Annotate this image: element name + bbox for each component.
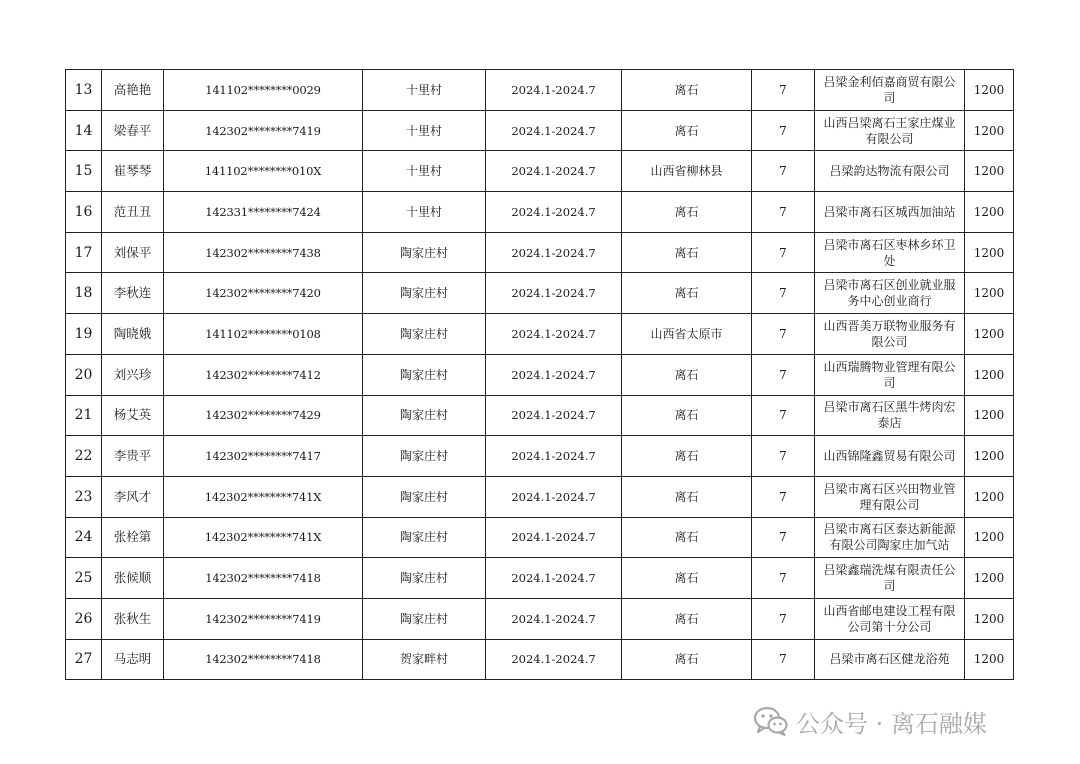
months-cell: 7 xyxy=(752,395,815,436)
row-number: 26 xyxy=(66,598,102,639)
amount-cell: 1200 xyxy=(965,151,1014,192)
work-location-cell: 山西省太原市 xyxy=(622,314,752,355)
period-cell: 2024.1-2024.7 xyxy=(486,232,622,273)
id-number-cell: 141102********010X xyxy=(164,151,363,192)
work-location-cell: 离石 xyxy=(622,436,752,477)
employer-cell: 山西晋美万联物业服务有限公司 xyxy=(815,314,965,355)
name-cell: 刘兴珍 xyxy=(102,354,164,395)
id-number-cell: 142302********7420 xyxy=(164,273,363,314)
name-cell: 张栓第 xyxy=(102,517,164,558)
name-cell: 崔琴琴 xyxy=(102,151,164,192)
row-number: 23 xyxy=(66,476,102,517)
period-cell: 2024.1-2024.7 xyxy=(486,476,622,517)
amount-cell: 1200 xyxy=(965,476,1014,517)
id-number-cell: 142302********741X xyxy=(164,517,363,558)
id-number-cell: 142302********7429 xyxy=(164,395,363,436)
period-cell: 2024.1-2024.7 xyxy=(486,354,622,395)
work-location-cell: 离石 xyxy=(622,558,752,599)
amount-cell: 1200 xyxy=(965,273,1014,314)
row-number: 13 xyxy=(66,70,102,111)
id-number-cell: 142302********7418 xyxy=(164,639,363,680)
row-number: 17 xyxy=(66,232,102,273)
period-cell: 2024.1-2024.7 xyxy=(486,558,622,599)
period-cell: 2024.1-2024.7 xyxy=(486,598,622,639)
table-row xyxy=(66,354,1014,395)
id-number-cell: 142331********7424 xyxy=(164,192,363,233)
months-cell: 7 xyxy=(752,70,815,111)
employer-cell: 吕梁市离石区枣林乡环卫处 xyxy=(815,232,965,273)
village-cell: 陶家庄村 xyxy=(363,598,486,639)
amount-cell: 1200 xyxy=(965,598,1014,639)
employer-cell: 吕梁市离石区泰达新能源有限公司陶家庄加气站 xyxy=(815,517,965,558)
row-number: 16 xyxy=(66,192,102,233)
row-number: 15 xyxy=(66,151,102,192)
watermark-text: 公众号 · 离石融媒 xyxy=(796,709,987,738)
village-cell: 十里村 xyxy=(363,110,486,151)
table-row xyxy=(66,192,1014,233)
village-cell: 陶家庄村 xyxy=(363,476,486,517)
period-cell: 2024.1-2024.7 xyxy=(486,395,622,436)
id-number-cell: 142302********7412 xyxy=(164,354,363,395)
employer-cell: 山西吕梁离石王家庄煤业有限公司 xyxy=(815,110,965,151)
employer-cell: 吕梁市离石区黑牛烤肉宏泰店 xyxy=(815,395,965,436)
employer-cell: 山西锦隆鑫贸易有限公司 xyxy=(815,436,965,477)
name-cell: 李秋连 xyxy=(102,273,164,314)
roster-table xyxy=(65,69,1014,680)
months-cell: 7 xyxy=(752,151,815,192)
employer-cell: 山西省邮电建设工程有限公司第十分公司 xyxy=(815,598,965,639)
months-cell: 7 xyxy=(752,354,815,395)
months-cell: 7 xyxy=(752,598,815,639)
work-location-cell: 离石 xyxy=(622,110,752,151)
employer-cell: 吕梁市离石区健龙浴苑 xyxy=(815,639,965,680)
id-number-cell: 142302********7418 xyxy=(164,558,363,599)
amount-cell: 1200 xyxy=(965,395,1014,436)
months-cell: 7 xyxy=(752,110,815,151)
months-cell: 7 xyxy=(752,558,815,599)
roster-body xyxy=(66,70,1014,680)
months-cell: 7 xyxy=(752,436,815,477)
work-location-cell: 离石 xyxy=(622,395,752,436)
work-location-cell: 山西省柳林县 xyxy=(622,151,752,192)
work-location-cell: 离石 xyxy=(622,639,752,680)
village-cell: 陶家庄村 xyxy=(363,314,486,355)
period-cell: 2024.1-2024.7 xyxy=(486,314,622,355)
name-cell: 张候顺 xyxy=(102,558,164,599)
roster-sheet xyxy=(65,69,1013,680)
table-row xyxy=(66,395,1014,436)
row-number: 24 xyxy=(66,517,102,558)
months-cell: 7 xyxy=(752,273,815,314)
amount-cell: 1200 xyxy=(965,517,1014,558)
work-location-cell: 离石 xyxy=(622,517,752,558)
work-location-cell: 离石 xyxy=(622,232,752,273)
amount-cell: 1200 xyxy=(965,436,1014,477)
id-number-cell: 142302********7417 xyxy=(164,436,363,477)
employer-cell: 吕梁市离石区兴田物业管理有限公司 xyxy=(815,476,965,517)
row-number: 19 xyxy=(66,314,102,355)
table-row xyxy=(66,558,1014,599)
employer-cell: 吕梁韵达物流有限公司 xyxy=(815,151,965,192)
period-cell: 2024.1-2024.7 xyxy=(486,110,622,151)
row-number: 14 xyxy=(66,110,102,151)
table-row xyxy=(66,314,1014,355)
name-cell: 马志明 xyxy=(102,639,164,680)
village-cell: 陶家庄村 xyxy=(363,395,486,436)
employer-cell: 吕梁鑫瑞洗煤有限责任公司 xyxy=(815,558,965,599)
amount-cell: 1200 xyxy=(965,110,1014,151)
village-cell: 十里村 xyxy=(363,192,486,233)
period-cell: 2024.1-2024.7 xyxy=(486,273,622,314)
village-cell: 陶家庄村 xyxy=(363,436,486,477)
period-cell: 2024.1-2024.7 xyxy=(486,639,622,680)
table-row xyxy=(66,273,1014,314)
work-location-cell: 离石 xyxy=(622,354,752,395)
name-cell: 李贵平 xyxy=(102,436,164,477)
table-row xyxy=(66,151,1014,192)
work-location-cell: 离石 xyxy=(622,192,752,233)
id-number-cell: 141102********0108 xyxy=(164,314,363,355)
work-location-cell: 离石 xyxy=(622,476,752,517)
row-number: 27 xyxy=(66,639,102,680)
table-row xyxy=(66,476,1014,517)
employer-cell: 山西瑞腾物业管理有限公司 xyxy=(815,354,965,395)
months-cell: 7 xyxy=(752,639,815,680)
village-cell: 十里村 xyxy=(363,70,486,111)
amount-cell: 1200 xyxy=(965,639,1014,680)
village-cell: 陶家庄村 xyxy=(363,517,486,558)
table-row xyxy=(66,639,1014,680)
village-cell: 陶家庄村 xyxy=(363,558,486,599)
work-location-cell: 离石 xyxy=(622,598,752,639)
wechat-icon xyxy=(754,706,788,736)
amount-cell: 1200 xyxy=(965,314,1014,355)
name-cell: 李风才 xyxy=(102,476,164,517)
period-cell: 2024.1-2024.7 xyxy=(486,70,622,111)
months-cell: 7 xyxy=(752,517,815,558)
amount-cell: 1200 xyxy=(965,192,1014,233)
table-row xyxy=(66,598,1014,639)
period-cell: 2024.1-2024.7 xyxy=(486,517,622,558)
table-row xyxy=(66,70,1014,111)
id-number-cell: 142302********7438 xyxy=(164,232,363,273)
village-cell: 陶家庄村 xyxy=(363,232,486,273)
table-row xyxy=(66,436,1014,477)
id-number-cell: 141102********0029 xyxy=(164,70,363,111)
work-location-cell: 离石 xyxy=(622,70,752,111)
amount-cell: 1200 xyxy=(965,354,1014,395)
work-location-cell: 离石 xyxy=(622,273,752,314)
row-number: 25 xyxy=(66,558,102,599)
amount-cell: 1200 xyxy=(965,232,1014,273)
period-cell: 2024.1-2024.7 xyxy=(486,151,622,192)
row-number: 21 xyxy=(66,395,102,436)
months-cell: 7 xyxy=(752,314,815,355)
id-number-cell: 142302********741X xyxy=(164,476,363,517)
name-cell: 刘保平 xyxy=(102,232,164,273)
watermark xyxy=(754,703,987,739)
months-cell: 7 xyxy=(752,232,815,273)
table-row xyxy=(66,110,1014,151)
period-cell: 2024.1-2024.7 xyxy=(486,436,622,477)
months-cell: 7 xyxy=(752,476,815,517)
employer-cell: 吕梁市离石区城西加油站 xyxy=(815,192,965,233)
name-cell: 范丑丑 xyxy=(102,192,164,233)
employer-cell: 吕梁金利佰嘉商贸有限公司 xyxy=(815,70,965,111)
village-cell: 十里村 xyxy=(363,151,486,192)
amount-cell: 1200 xyxy=(965,558,1014,599)
row-number: 22 xyxy=(66,436,102,477)
name-cell: 高艳艳 xyxy=(102,70,164,111)
table-row xyxy=(66,232,1014,273)
months-cell: 7 xyxy=(752,192,815,233)
row-number: 20 xyxy=(66,354,102,395)
employer-cell: 吕梁市离石区创业就业服务中心创业商行 xyxy=(815,273,965,314)
id-number-cell: 142302********7419 xyxy=(164,598,363,639)
row-number: 18 xyxy=(66,273,102,314)
name-cell: 陶晓娥 xyxy=(102,314,164,355)
period-cell: 2024.1-2024.7 xyxy=(486,192,622,233)
name-cell: 杨艾英 xyxy=(102,395,164,436)
table-row xyxy=(66,517,1014,558)
amount-cell: 1200 xyxy=(965,70,1014,111)
village-cell: 陶家庄村 xyxy=(363,273,486,314)
id-number-cell: 142302********7419 xyxy=(164,110,363,151)
village-cell: 陶家庄村 xyxy=(363,354,486,395)
name-cell: 张秋生 xyxy=(102,598,164,639)
name-cell: 梁春平 xyxy=(102,110,164,151)
village-cell: 贺家畔村 xyxy=(363,639,486,680)
